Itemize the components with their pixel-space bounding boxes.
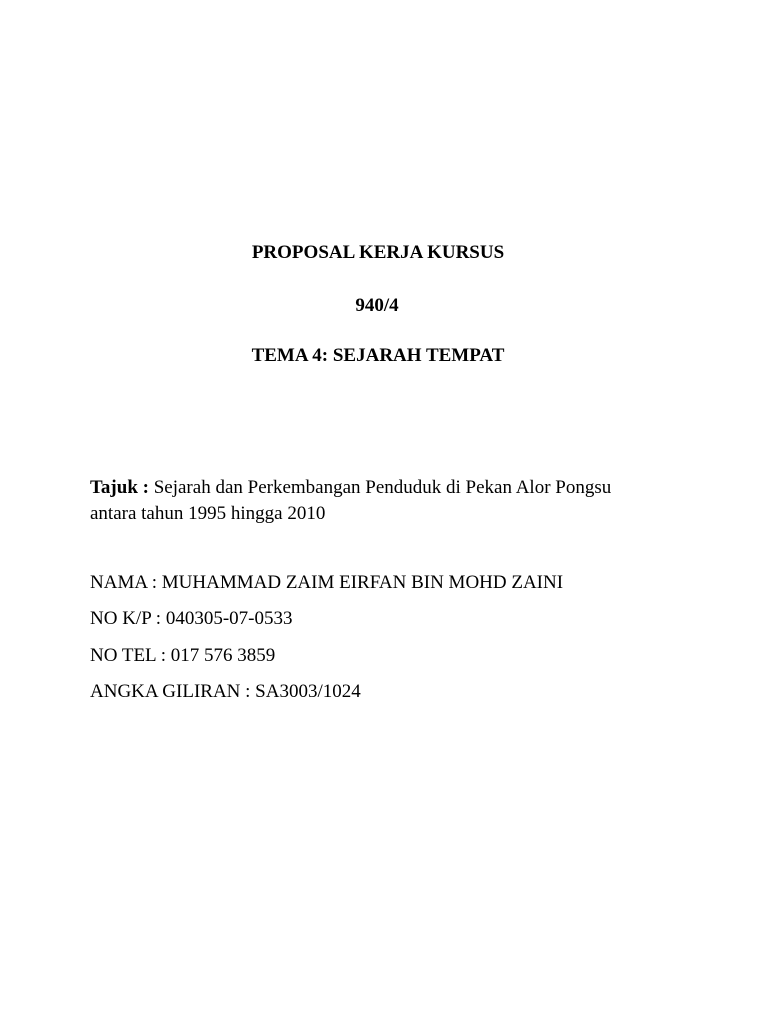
tajuk-label: Tajuk : [90,477,149,498]
theme-heading: TEMA 4: SEJARAH TEMPAT [251,345,505,366]
phone-number: NO TEL : 017 576 3859 [90,645,276,666]
student-name: NAMA : MUHAMMAD ZAIM EIRFAN BIN MOHD ZAINI [90,572,564,593]
index-number: ANGKA GILIRAN : SA3003/1024 [90,681,361,702]
tajuk-block [90,475,690,527]
tajuk-text-line2: antara tahun 1995 hingga 2010 [90,503,326,524]
tajuk-text-line1: Sejarah dan Perkembangan Penduduk di Pekan Alor Pongsu [153,477,612,498]
course-code: 940/4 [355,295,399,316]
document-title: PROPOSAL KERJA KURSUS [251,242,505,263]
ic-number: NO K/P : 040305-07-0533 [90,608,293,629]
